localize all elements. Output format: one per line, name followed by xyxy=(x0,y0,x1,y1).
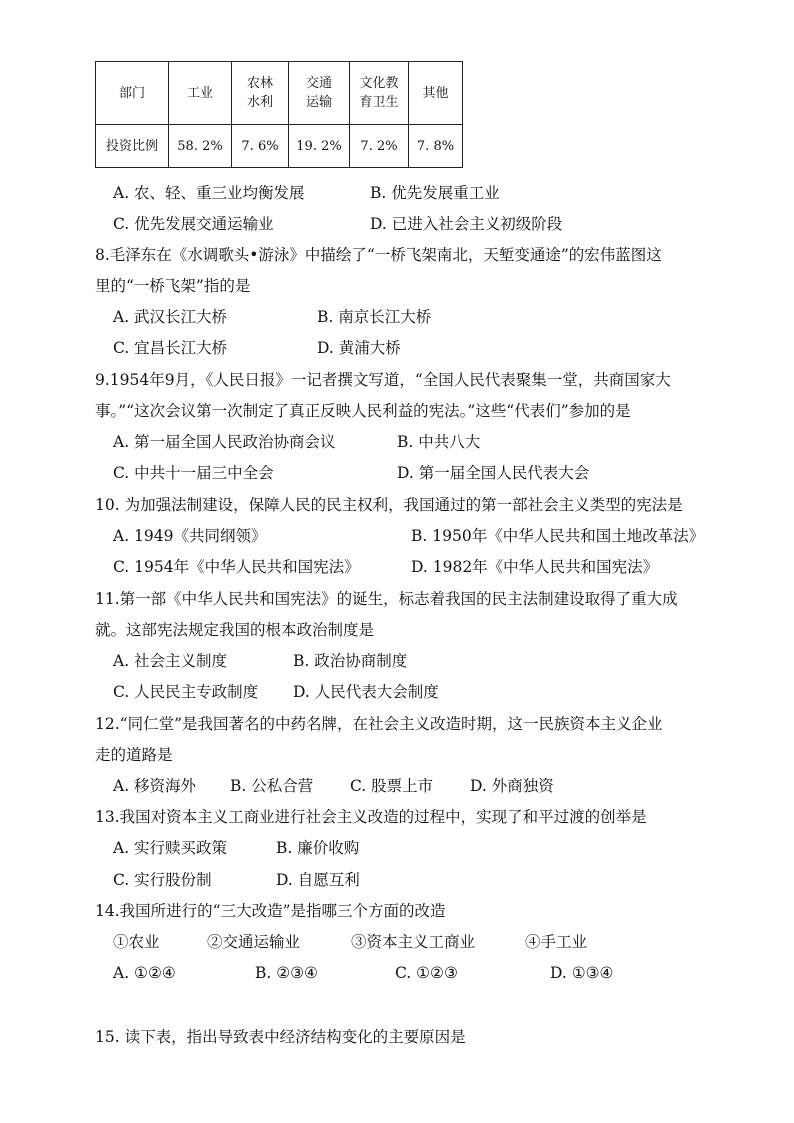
option-a[interactable]: A. 社会主义制度 xyxy=(113,652,228,670)
table-header-cell xyxy=(232,62,289,125)
option-c[interactable]: C. 中共十一届三中全会 xyxy=(113,464,274,482)
option-b[interactable]: B. 优先发展重工业 xyxy=(370,184,500,202)
option-a[interactable]: A. ①②④ xyxy=(113,964,176,982)
table-header-cell: 其他 xyxy=(409,62,463,125)
question-text: 就。这部宪法规定我国的根本政治制度是 xyxy=(95,621,375,639)
table-cell: 7. 6% xyxy=(232,125,289,168)
table-header-cell: 部门 xyxy=(96,62,169,125)
option-d[interactable]: D. 黄浦大桥 xyxy=(317,339,401,357)
table-value-row xyxy=(96,125,463,168)
question-text: 15. 读下表，指出导致表中经济结构变化的主要原因是 xyxy=(95,1028,466,1046)
question-text: 10. 为加强法制建设，保障人民的民主权利，我国通过的第一部社会主义类型的宪法是 xyxy=(95,496,683,514)
question-text: 12.“同仁堂”是我国著名的中药名牌，在社会主义改造时期，这一民族资本主义企业 xyxy=(95,715,663,733)
header-line: 运输 xyxy=(305,95,332,110)
header-line: 农林 xyxy=(246,76,273,91)
option-d[interactable]: D. 第一届全国人民代表大会 xyxy=(397,464,590,482)
option-c[interactable]: C. 优先发展交通运输业 xyxy=(113,215,274,233)
option-b[interactable]: B. 1950年《中华人民共和国土地改革法》 xyxy=(411,527,705,545)
question-text: 里的“一桥飞架”指的是 xyxy=(95,277,251,295)
table-cell: 19. 2% xyxy=(289,125,350,168)
option-d[interactable]: D. ①③④ xyxy=(550,964,614,982)
header-line: 文化教 xyxy=(359,76,399,91)
table-header-row xyxy=(96,62,463,125)
option-d[interactable]: D. 已进入社会主义初级阶段 xyxy=(370,215,563,233)
option-d[interactable]: D. 人民代表大会制度 xyxy=(293,683,439,701)
table-header-cell: 工业 xyxy=(169,62,232,125)
table-cell: 7. 8% xyxy=(409,125,463,168)
option-b[interactable]: B. 中共八大 xyxy=(397,433,481,451)
option-d[interactable]: D. 1982年《中华人民共和国宪法》 xyxy=(411,558,659,576)
option-c[interactable]: C. 1954年《中华人民共和国宪法》 xyxy=(113,558,360,576)
table-cell: 58. 2% xyxy=(169,125,232,168)
question-text: 13.我国对资本主义工商业进行社会主义改造的过程中，实现了和平过渡的创举是 xyxy=(95,808,647,826)
option-b[interactable]: B. 廉价收购 xyxy=(276,839,360,857)
header-line: 育卫生 xyxy=(359,95,399,110)
list-item: ②交通运输业 xyxy=(207,933,301,951)
option-a[interactable]: A. 实行赎买政策 xyxy=(113,839,228,857)
option-a[interactable]: A. 第一届全国人民政治协商会议 xyxy=(113,433,336,451)
option-c[interactable]: C. 股票上市 xyxy=(350,777,434,795)
option-c[interactable]: C. 宜昌长江大桥 xyxy=(113,339,228,357)
option-a[interactable]: A. 武汉长江大桥 xyxy=(113,308,228,326)
header-line: 水利 xyxy=(246,95,273,110)
option-c[interactable]: C. 人民民主专政制度 xyxy=(113,683,259,701)
question-text: 事。”“这次会议第一次制定了真正反映人民利益的宪法。”这些“代表们”参加的是 xyxy=(95,402,631,420)
question-text: 14.我国所进行的“三大改造”是指哪三个方面的改造 xyxy=(95,902,446,920)
list-item: ①农业 xyxy=(113,933,160,951)
option-b[interactable]: B. 政治协商制度 xyxy=(293,652,408,670)
option-c[interactable]: C. 实行股份制 xyxy=(113,871,212,889)
option-b[interactable]: B. ②③④ xyxy=(255,964,318,982)
table-row-label: 投资比例 xyxy=(96,125,169,168)
option-b[interactable]: B. 南京长江大桥 xyxy=(317,308,432,326)
question-text: 11.第一部《中华人民共和国宪法》的诞生，标志着我国的民主法制建设取得了重大成 xyxy=(95,590,678,608)
option-c[interactable]: C. ①②③ xyxy=(395,964,458,982)
table-header-cell xyxy=(289,62,350,125)
table-cell: 7. 2% xyxy=(350,125,409,168)
option-a[interactable]: A. 1949《共同纲领》 xyxy=(113,527,267,545)
list-item: ③资本主义工商业 xyxy=(351,933,476,951)
option-a[interactable]: A. 农、轻、重三业均衡发展 xyxy=(113,184,305,202)
option-a[interactable]: A. 移资海外 xyxy=(113,777,197,795)
question-text: 走的道路是 xyxy=(95,746,173,764)
option-d[interactable]: D. 自愿互利 xyxy=(276,871,360,889)
option-d[interactable]: D. 外商独资 xyxy=(470,777,554,795)
question-text: 9.1954年9月，《人民日报》一记者撰文写道，“全国人民代表聚集一堂，共商国家大 xyxy=(95,371,671,389)
list-item: ④手工业 xyxy=(525,933,588,951)
option-b[interactable]: B. 公私合营 xyxy=(230,777,314,795)
table-header-cell xyxy=(350,62,409,125)
investment-table xyxy=(95,61,463,168)
header-line: 交通 xyxy=(305,76,332,91)
question-text: 8.毛泽东在《水调歌头•游泳》中描绘了“一桥飞架南北，天堑变通途”的宏伟蓝图这 xyxy=(95,246,662,264)
